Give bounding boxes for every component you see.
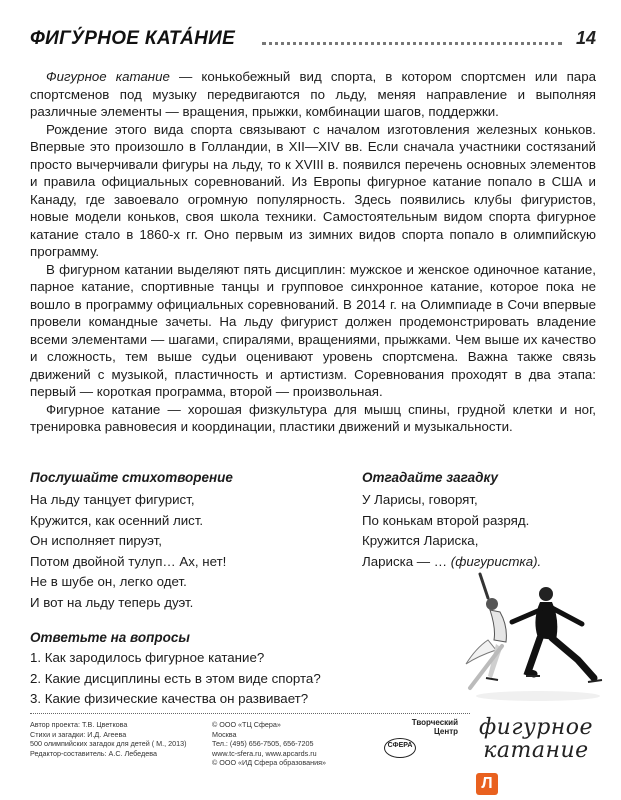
poem-line: На льду танцует фигурист, [30, 492, 195, 507]
paragraph-benefits: Фигурное катание — хорошая физкультура для мышц спины, грудной клетки и ног, тренировка равновесия и координации, пластики движений и музыкальности. [30, 401, 596, 434]
header-dotted-leader [262, 42, 562, 45]
poem-line: Не в шубе он, легко одет. [30, 574, 187, 589]
credit-line: © ООО «ИД Сфера образования» [212, 758, 327, 768]
paragraph-disciplines: В фигурном катании выделяют пять дисциплин: мужское и женское одиночное катание, парное катание, спортивные танцы и групповое синхронное катание, которое пока не вошло в программу официальных соревнований. В 2014 г. на Олимпиаде в Сочи впервые провели командные зачеты. На льду фигурист должен продемонстрировать владение всеми элементами — шагами, спиралями, вращениями, прыжками. Чем выше их качество и сложность, тем выше судьи оценивают уровень спортсмена. Важна также связь движений с музыкой, пластичность и артистизм. Соревнования проходят в два этапа: первый — короткая программа, второй — произвольная. [30, 261, 596, 399]
article-text [30, 68, 596, 436]
figure-skaters-illustration [448, 568, 608, 708]
poem-line: И вот на льду теперь дуэт. [30, 594, 194, 610]
logo-text [378, 718, 458, 736]
credits-column-publisher [212, 720, 326, 768]
poem-heading: Послушайте стихотворение [30, 470, 233, 485]
script-title-line: катание [483, 738, 589, 763]
riddle-heading: Отгадайте загадку [362, 470, 499, 485]
credits-footer [30, 713, 470, 768]
riddle-last-line: Лариска — … [362, 553, 451, 569]
poem-line: Потом двойной тулуп… Ах, нет! [30, 553, 227, 569]
credit-line: Редактор-составитель: А.С. Лебедева [30, 748, 157, 758]
credit-line: © ООО «ТЦ Сфера» [212, 720, 281, 729]
page-header [30, 28, 596, 52]
watermark-logo: Л [476, 773, 498, 795]
logo-line: Центр [433, 727, 458, 736]
credit-line: Тел.: (495) 656-7505, 656-7205 [212, 739, 314, 749]
definition-text: — конькобежный вид спорта, в котором спортсмен или пара спортсменов под музыку передвигаются по льду, меняя направление и выполняя различные элементы — вращения, прыжки, комбинации шагов, поддержки. [30, 69, 596, 119]
poem-line: Кружится, как осенний лист. [30, 512, 204, 528]
riddle-line: Кружится Лариска, [362, 533, 479, 548]
page-number: 14 [575, 28, 596, 48]
paragraph-history: Рождение этого вида спорта связывают с началом изготовления железных коньков. Впервые это произошло в Голландии, в XII—XIV вв. Если сначала участники состязаний просто вычерчивали фигуры на льду, то к XVIII в. появился перечень основных элементов и правила официальных соревнований. Из Европы фигурное катание попало в США и Канаду, где завоевало огромную популярность. Здесь появились клубы фигуристов, новые модели коньков, своя школа техники. Самостоятельным видом спорта фигурное катание стало в 1860-х гг. Оно первым из зимних видов спорта попало в олимпийскую программу. [30, 121, 596, 259]
paragraph-definition [30, 68, 596, 121]
credit-line: www.tc-sfera.ru, www.apcards.ru [212, 748, 317, 758]
credits-column-authors [30, 720, 187, 758]
question-item: 3. Какие физические качества он развивает? [30, 691, 309, 706]
lead-term: Фигурное катание [46, 69, 170, 84]
page-title: ФИГУ́РНОЕ КАТА́НИЕ [30, 28, 236, 49]
logo-circle [384, 738, 416, 758]
credit-line: Автор проекта: Т.В. Цветкова [30, 720, 128, 729]
riddle-answer: (фигуристка). [450, 553, 542, 569]
script-title [466, 716, 606, 762]
riddle-lines [362, 490, 541, 572]
credit-line: 500 олимпийских загадок для детей ( М., 2013) [30, 739, 187, 749]
riddle-line: По конькам второй разряд. [362, 512, 530, 528]
question-item: 1. Как зародилось фигурное катание? [30, 650, 265, 665]
poem-lines [30, 490, 226, 613]
credit-line: Москва [212, 729, 237, 739]
riddle-line: У Ларисы, говорят, [362, 492, 478, 507]
logo-line: Творческий [411, 718, 458, 727]
logo-circle-text: СФЕРА [387, 742, 413, 749]
question-item: 2. Какие дисциплины есть в этом виде спорта? [30, 670, 321, 686]
questions-list [30, 648, 430, 710]
publisher-logo [378, 718, 470, 762]
poem-line: Он исполняет пируэт, [30, 533, 162, 548]
script-title-line: фигурное [478, 715, 594, 740]
questions-heading: Ответьте на вопросы [30, 630, 190, 645]
credit-line: Стихи и загадки: И.Д. Агеева [30, 729, 127, 739]
